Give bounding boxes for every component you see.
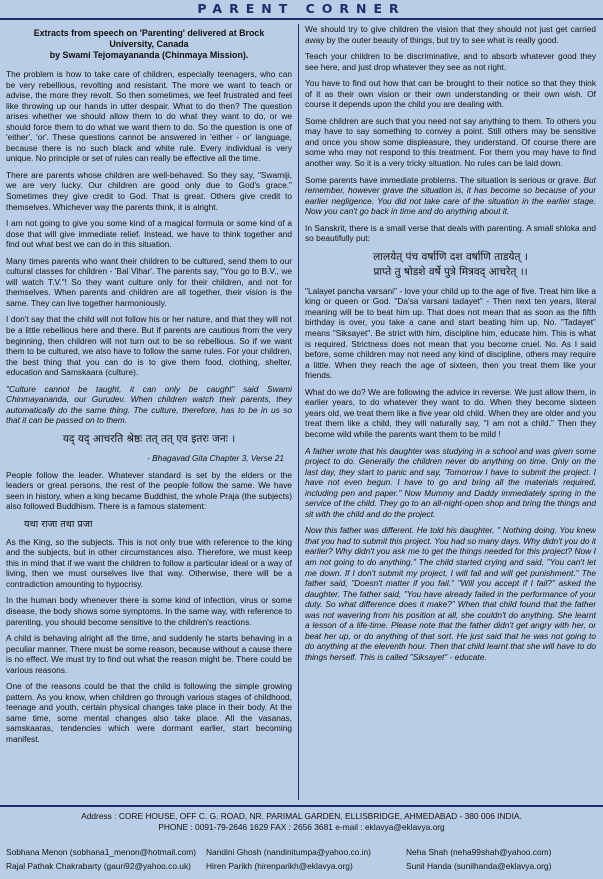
paragraph: The problem is how to take care of children, especially teenagers, who can be very rebellious, revolting and resistant. The more we want to teach or advise, the more they revolt. So then sometimes, we feel frustrated and feel like throwing up our hands in utter despair. What to do then? The question arises whether we should allow them to do what they want to do, or we should force them to do what we want them to do. So the question is one of 'either', 'or'. These questions cannot be answered in 'either - or' language, because there is no such black and white rule. Every individual is very unique. No principle or set of rules can really be effective all the time. xyxy=(6,69,292,164)
quote-paragraph: "Culture cannot be taught, it can only be caught" said Swami Chinmayananda, our Gurudev. When children watch their parents, they automatically do the same thing. The culture, therefore, has to be in us so that it can be passed on to them. xyxy=(6,383,292,426)
paragraph: We should try to give children the vision that they should not just get carried away by the outer beauty of things, but try to see what is really good. xyxy=(305,24,596,45)
paragraph: In Sanskrit, there is a small verse that deals with parenting. A small shloka and so beautifully put: xyxy=(305,222,596,244)
gita-verse: यद् यद् आचरति श्रेष्ठः तत् तत् एव इतरः जनः । xyxy=(62,432,236,445)
column-divider xyxy=(298,24,299,800)
shloka-line-1: लालयेत् पंच वर्षाणि दश वर्षाणि ताडयेत् । xyxy=(373,250,528,263)
paragraph: There are parents whose children are well-behaved. So they say, "Swamiji, we are very lucky. Our children are good only due to God's grace." Sometimes they give credit to God. That is great. Others give credit to themselves. Whichever way the parents think, it is alright. xyxy=(6,169,292,212)
paragraph: I don't say that the child will not follow his or her nature, and that they will not be a little rebellious here and there. But if parents are cautious from the very beginning, then children will not turn out to be so rebellious. So if we want them to be cultured, we also have to follow the same rules. For your children, the best thing that you can do is to give them food, clothing, shelter, education and Samskaara (culture). xyxy=(6,314,292,378)
footer xyxy=(0,805,603,879)
shloka xyxy=(305,250,596,280)
paragraph-text: Some parents have immediate problems. The situation is serious or grave. xyxy=(305,174,584,185)
paragraph: You have to find out how that can be brought to their notice so that they think of it as their own vision or their own understanding or their own wish. Of course it depends upon the child you are dealing with. xyxy=(305,78,596,110)
intro-line-2: University, Canada xyxy=(109,39,189,49)
contact-list xyxy=(6,847,598,875)
right-column xyxy=(305,24,596,800)
shloka-line-2: प्राप्ते तु षोडशे वर्षे पुत्रे मित्रवद् आचरेत् ।। xyxy=(373,265,528,278)
intro-line-3: by Swami Tejomayananda (Chinmaya Mission). xyxy=(49,50,249,60)
paragraph: Some children are such that you need not say anything to them. To others you may have to say something to convey a point. Still others may be sensitive and once you show some displeasure, they understand. Of course there are some who may not respond to this treatment. For them you may have to find another way. So it is a very tricky situation. No rules can be laid down. xyxy=(305,115,596,169)
paragraph: One of the reasons could be that the child is following the simple growing pattern. As you know, when children go through various stages of childhood, teenage and youth, certain physical changes take place in their body. At the same time, some mental changes also take place. All the vasanas, samskaaras, tendencies which were dormant earlier, start becoming manifest. xyxy=(6,681,292,744)
article-intro xyxy=(6,28,292,61)
paragraph: People follow the leader. Whatever standard is set by the elders or the leaders or great persons, the rest of the people follow the same. We have seen in history, when a king became Buddhist, the whole Praja (the subjects) also followed Buddhism. There is a famous statement: xyxy=(6,469,292,512)
paragraph: Teach your children to be discriminative, and to absorb whatever good they see here, and just drop whatever they see as not right. xyxy=(305,51,596,72)
footer-address: Address : CORE HOUSE, OFF C. G. ROAD, NR. PARIMAL GARDEN, ELLISBRIDGE, AHMEDABAD - 380 006 INDIA. xyxy=(81,811,522,821)
left-column xyxy=(6,24,292,800)
story-paragraph: Now this father was different. He told his daughter, " Nothing doing. You knew that you had to submit this project. You had so many days. Why didn't you do it earlier? Why didn't you ask me to get the things needed for this project? Now I am not going to do anything." The child started crying and said, "You can't let me down. If I don't submit my project, I will fail and will get punishment." The father said, "Doesn't matter if you fail." "Will you accept if I fail?" asked the daughter. The father said, "You have already failed in the performance of your duty. So what difference does it make?" When that child found that the father was not wavering from his position at all, she couldn't do anything. She learnt a lesson of a life-time. Please note that the father didn't get angry with her, or beat her up, or do anything of that sort. He just said that he was not going to do anything at the eleventh hour. Then that child learnt that she will have to do things herself. This is called "Siksayet" - educate. xyxy=(305,525,596,662)
contact-entry: Sobhana Menon (sobhana1_menon@hotmail.com) xyxy=(6,847,197,857)
contact-entry: Rajal Pathak Chakrabarty (gauri92@yahoo.co.uk) xyxy=(6,861,191,871)
story-paragraph: A father wrote that his daughter was studying in a school and was given some project to do. Generally the children never do anything on time. Only on the last day, they start to panic and say, 'Tomorrow I have to submit the project. I have not even begun. I have to go and bring all the materials required, including pen and paper." Now Mummy and Daddy immediately spring in the service of the child. They go to an all-night-open shop and bring the things and sit with the child and do the project. xyxy=(305,445,596,519)
page-title: PARENT CORNER xyxy=(0,0,603,20)
paragraph: "Lalayet pancha varsani" - love your child up to the age of five. Treat him like a king or queen or God. "Da'sa varsani tadayet" - Then next ten years, literal meaning will be to beat him up. That does not mean that as soon as the fifth birthday is over, you take a cane and start beating him up. No. "Tadayet" means "Siksayet". Be strict with him, discipline him, educate him. This is what is required. Strictness does not mean that you become cruel. No. As I said before, some children may not need any kind of discipline, others may require a little. When they reach the age of sixteen, then you treat them like your friends. xyxy=(305,285,596,381)
paragraph: What do we do? We are following the advice in reverse. We just allow them, in earlier years, to do whatever they want to do. When they become sixteen years old, we treat them like a five year old child. When they are older and you treat them like a child, they will naturally say, "I am not a child." Then they become wild while the parents want them to be mild ! xyxy=(305,386,596,439)
paragraph: As the King, so the subjects. This is not only true with reference to the king and the subjects, but in other circumstances also. Therefore, we must keep this in mind that if we want the children to follow a particular ideal or a way of living, then we must ourselves live that way. Otherwise, there will be a contradiction amounting to hypocrisy. xyxy=(6,536,292,589)
contact-entry: Nandini Ghosh (nandinitumpa@yahoo.co.in) xyxy=(206,847,371,857)
paragraph xyxy=(305,175,596,217)
contact-entry: Hiren Parikh (hirenparikh@eklavya.org) xyxy=(206,861,353,871)
verse-reference: - Bhagavad Gita Chapter 3, Verse 21 xyxy=(147,452,284,463)
footer-contact-line: PHONE : 0091-79-2646 1629 FAX : 2656 3681 e-mail : eklavya@eklavya.org xyxy=(158,822,445,832)
contact-entry: Neha Shah (neha99shah@yahoo.com) xyxy=(406,847,552,857)
paragraph: I am not going to give you some kind of a magical formula or some kind of a dose that will give immediate relief. Instead, we have to think together and find out what best we can do in this situation. xyxy=(6,218,292,250)
paragraph: A child is behaving alright all the time, and suddenly he starts behaving in a peculiar manner. There must be some reason, because without a cause there is no effect. We must try to find out what the reason might be. There could be various reasons. xyxy=(6,633,292,675)
intro-line-1: Extracts from speech on 'Parenting' delivered at Brock xyxy=(33,28,265,38)
paragraph-emphasis: But remember, however grave the situation is, it has become so because of your earlier negligence. You did not take care of the situation in the earlier stage. Now you can't go back in time and do anything about it. xyxy=(305,174,596,217)
paragraph: In the human body whenever there is some kind of infection, virus or some disease, the body shows some symptoms. In the same way, with reference to parenting, you should become sensitive to the children's reactions. xyxy=(6,595,292,627)
paragraph: Many times parents who want their children to be cultured, send them to our cultural classes for children - 'Bal Vihar'. The parents say, "You go to B.V., we will watch T.V."! So they want culture only for their children, and not for themselves. When parents and children are all together, their vision is the same. They can live together harmoniously. xyxy=(6,255,292,308)
sanskrit-saying: यथा राजा तथा प्रजा xyxy=(24,518,93,530)
contact-entry: Sunil Handa (sunilhanda@eklavya.org) xyxy=(406,861,552,871)
